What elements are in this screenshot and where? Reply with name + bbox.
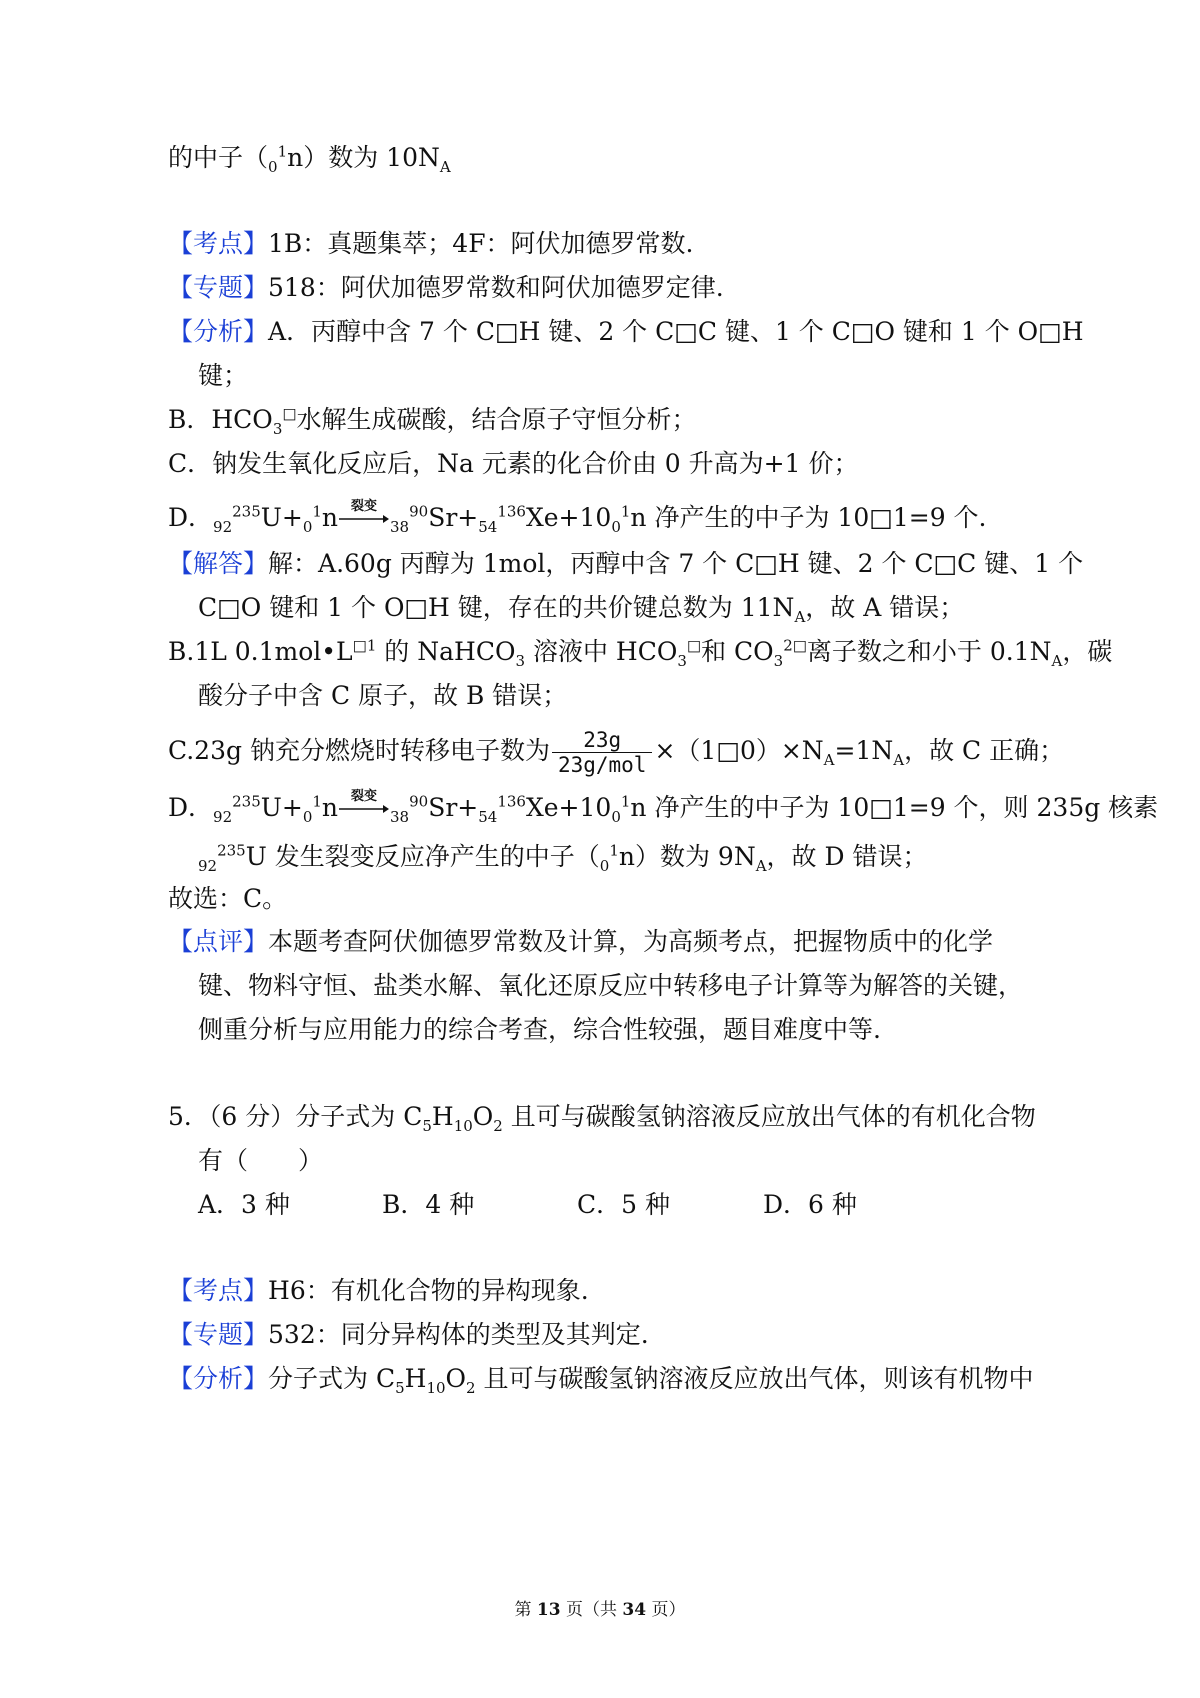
subscript: A: [893, 751, 905, 769]
text: n: [321, 793, 339, 822]
subscript: 2: [493, 1117, 503, 1135]
arrow-label: 裂变: [351, 499, 378, 514]
kaodian-tag: 【考点】: [168, 229, 269, 258]
subscript: 3: [272, 420, 283, 438]
subscript: 0: [268, 158, 278, 176]
superscript: □: [686, 636, 702, 655]
text: C□O 键和 1 个 O□H 键，存在的共价键总数为 11N: [198, 593, 795, 622]
reaction-arrow-icon: [339, 789, 389, 816]
text: ，故 A 错误；: [805, 593, 965, 622]
fenxi-line-cont: [198, 361, 248, 391]
text: H6：有机化合物的异构现象.: [268, 1276, 589, 1305]
text: H: [404, 1364, 427, 1393]
text: 和 CO: [701, 637, 774, 666]
fenxi-d-line: [168, 499, 987, 536]
option-d-text: D．6 种: [763, 1190, 857, 1219]
text: 离子数之和小于 0.1N: [806, 637, 1052, 666]
text: Xe+10: [525, 793, 612, 822]
fenxi-tag: 【分析】: [168, 1364, 269, 1393]
zhuanti-tag: 【专题】: [168, 1320, 269, 1349]
text: ×（1□0）×N: [654, 736, 824, 765]
superscript: 136: [497, 502, 526, 521]
text: Xe+10: [525, 503, 612, 532]
subscript: 0: [599, 857, 610, 875]
text-line: [168, 142, 451, 176]
subscript: 3: [773, 652, 784, 670]
superscript: 136: [497, 792, 526, 811]
dianping-cont-2: [198, 1015, 881, 1045]
arrow-icon: [339, 804, 389, 814]
subscript: A: [794, 608, 806, 626]
kaodian-tag: 【考点】: [168, 1276, 269, 1305]
superscript: 235: [232, 502, 261, 521]
text: U+: [260, 503, 303, 532]
superscript: 2□: [783, 636, 807, 655]
kaodian-line-2: [168, 1276, 589, 1306]
answer-line: [168, 884, 287, 914]
dianping-line: [168, 927, 993, 957]
superscript: 1: [609, 841, 619, 860]
fraction: [552, 728, 653, 777]
footer-text: 页）: [646, 1600, 686, 1620]
jieda-c-line: [168, 728, 1064, 777]
fenxi-line: [168, 317, 1084, 347]
text: 键、物料守恒、盐类水解、氧化还原反应中转移电子计算等为解答的关键，: [198, 971, 1024, 1000]
zhuanti-text: 518：阿伏加德罗常数和阿伏加德罗定律.: [268, 273, 724, 302]
text: 532：同分异构体的类型及其判定.: [268, 1320, 649, 1349]
superscript: 235: [232, 792, 261, 811]
option-a-text: A．3 种: [198, 1190, 290, 1219]
text: O: [445, 1364, 467, 1393]
subscript: 92: [213, 518, 233, 536]
superscript: 1: [277, 142, 288, 161]
subscript: 2: [466, 1379, 476, 1397]
text: 溶液中 HCO: [525, 637, 678, 666]
jieda-line-cont: [198, 593, 965, 626]
fenxi-text: A．丙醇中含 7 个 C□H 键、2 个 C□C 键、1 个 C□O 键和 1 个 O□H: [268, 317, 1084, 346]
text: C.23g 钠充分燃烧时转移电子数为: [168, 736, 550, 765]
subscript: 3: [677, 652, 687, 670]
option-b: [382, 1190, 474, 1220]
text: n 净产生的中子为 10□1=9 个，则 235g 核素: [630, 793, 1159, 822]
subscript: 0: [302, 808, 313, 826]
text: 酸分子中含 C 原子，故 B 错误；: [198, 681, 568, 710]
text: D．: [168, 793, 214, 822]
footer-text: 第: [514, 1600, 537, 1620]
subscript: 38: [390, 518, 410, 536]
fenxi-c-line: [168, 449, 858, 479]
text: 分子式为 C: [268, 1364, 396, 1393]
text: 的中子（: [168, 143, 269, 172]
subscript: 92: [213, 808, 233, 826]
text: =1N: [834, 736, 894, 765]
subscript: 0: [611, 808, 621, 826]
superscript: 1: [620, 792, 631, 811]
superscript: □1: [352, 636, 377, 655]
text: B.1L 0.1mol•L: [168, 637, 353, 666]
text: Sr+: [428, 503, 479, 532]
text: 故选：C。: [168, 884, 288, 913]
subscript: 3: [515, 652, 526, 670]
option-a: [198, 1190, 290, 1220]
text: D．: [168, 503, 214, 532]
subscript: 10: [453, 1117, 473, 1135]
text: C．钠发生氧化反应后，Na 元素的化合价由 0 升高为+1 价；: [168, 449, 859, 478]
text: H: [431, 1102, 454, 1131]
question-5-stem: [168, 1102, 1036, 1135]
question-5-stem-cont: [198, 1146, 323, 1176]
dianping-tag: 【点评】: [168, 927, 269, 956]
jieda-d-line: [168, 789, 1159, 826]
arrow-icon: [339, 514, 389, 524]
text: 侧重分析与应用能力的综合考查，综合性较强，题目难度中等.: [198, 1015, 881, 1044]
superscript: □: [282, 404, 297, 423]
fraction-denominator: 23g/mol: [557, 753, 647, 777]
text: 解：A.60g 丙醇为 1mol，丙醇中含 7 个 C□H 键、2 个 C□C 键、1 个: [268, 549, 1084, 578]
subscript: A: [823, 751, 835, 769]
subscript: 0: [302, 518, 313, 536]
zhuanti-line: [168, 273, 724, 303]
jieda-d-cont: [198, 841, 928, 875]
text: 的 NaHCO: [376, 637, 516, 666]
arrow-label: 裂变: [351, 789, 378, 804]
option-b-text: B．4 种: [382, 1190, 475, 1219]
jieda-tag: 【解答】: [168, 549, 269, 578]
superscript: 1: [312, 502, 322, 521]
text: ，故 C 正确；: [904, 736, 1065, 765]
subscript: 38: [390, 808, 410, 826]
zhuanti-line-2: [168, 1320, 649, 1350]
superscript: 90: [409, 502, 429, 521]
subscript: 54: [478, 518, 498, 536]
text: ，故 D 错误；: [766, 842, 928, 871]
subscript: 10: [426, 1379, 446, 1397]
text: 5．（6 分）分子式为 C: [168, 1102, 423, 1131]
text: O: [472, 1102, 494, 1131]
jieda-b-cont: [198, 681, 567, 711]
text: 且可与碳酸氢钠溶液反应放出气体的有机化合物: [502, 1102, 1036, 1131]
jieda-line: [168, 549, 1083, 579]
subscript: 0: [611, 518, 621, 536]
text: U 发生裂变反应净产生的中子（: [245, 842, 600, 871]
text: 本题考查阿伏伽德罗常数及计算，为高频考点，把握物质中的化学: [268, 927, 994, 956]
kaodian-line: [168, 229, 694, 259]
text: n）数为 10N: [287, 143, 440, 172]
text: Sr+: [428, 793, 479, 822]
reaction-arrow-icon: [339, 499, 389, 526]
subscript: A: [755, 857, 767, 875]
superscript: 235: [217, 841, 246, 860]
fenxi-b-line: [168, 404, 697, 438]
kaodian-text: 1B：真题集萃；4F：阿伏加德罗常数.: [268, 229, 694, 258]
option-c-text: C．5 种: [577, 1190, 670, 1219]
subscript: A: [1051, 652, 1063, 670]
zhuanti-tag: 【专题】: [168, 273, 269, 302]
subscript: 5: [395, 1379, 405, 1397]
superscript: 1: [620, 502, 631, 521]
subscript: A: [439, 158, 451, 176]
option-d: [763, 1190, 857, 1220]
text: 水解生成碳酸，结合原子守恒分析；: [296, 405, 697, 434]
fenxi-line-2: [168, 1364, 1034, 1397]
text: 有（ ）: [198, 1146, 324, 1175]
page-total: 34: [622, 1600, 647, 1620]
page-footer: [0, 1598, 1200, 1622]
text: 且可与碳酸氢钠溶液反应放出气体，则该有机物中: [475, 1364, 1034, 1393]
text: ，碳: [1062, 637, 1113, 666]
fraction-numerator: 23g: [552, 728, 653, 753]
text: 键；: [198, 361, 249, 390]
subscript: 5: [422, 1117, 432, 1135]
page-number: 13: [536, 1600, 561, 1620]
footer-text: 页（共: [560, 1600, 623, 1620]
subscript: 92: [198, 857, 218, 875]
text: n 净产生的中子为 10□1=9 个.: [630, 503, 987, 532]
dianping-cont-1: [198, 971, 1023, 1001]
text: n）数为 9N: [618, 842, 756, 871]
text: n: [321, 503, 339, 532]
option-c: [577, 1190, 670, 1220]
fenxi-tag: 【分析】: [168, 317, 269, 346]
subscript: 54: [478, 808, 498, 826]
text: U+: [260, 793, 303, 822]
superscript: 90: [409, 792, 429, 811]
superscript: 1: [312, 792, 322, 811]
text: B．HCO: [168, 405, 273, 434]
jieda-b-line: [168, 636, 1113, 670]
